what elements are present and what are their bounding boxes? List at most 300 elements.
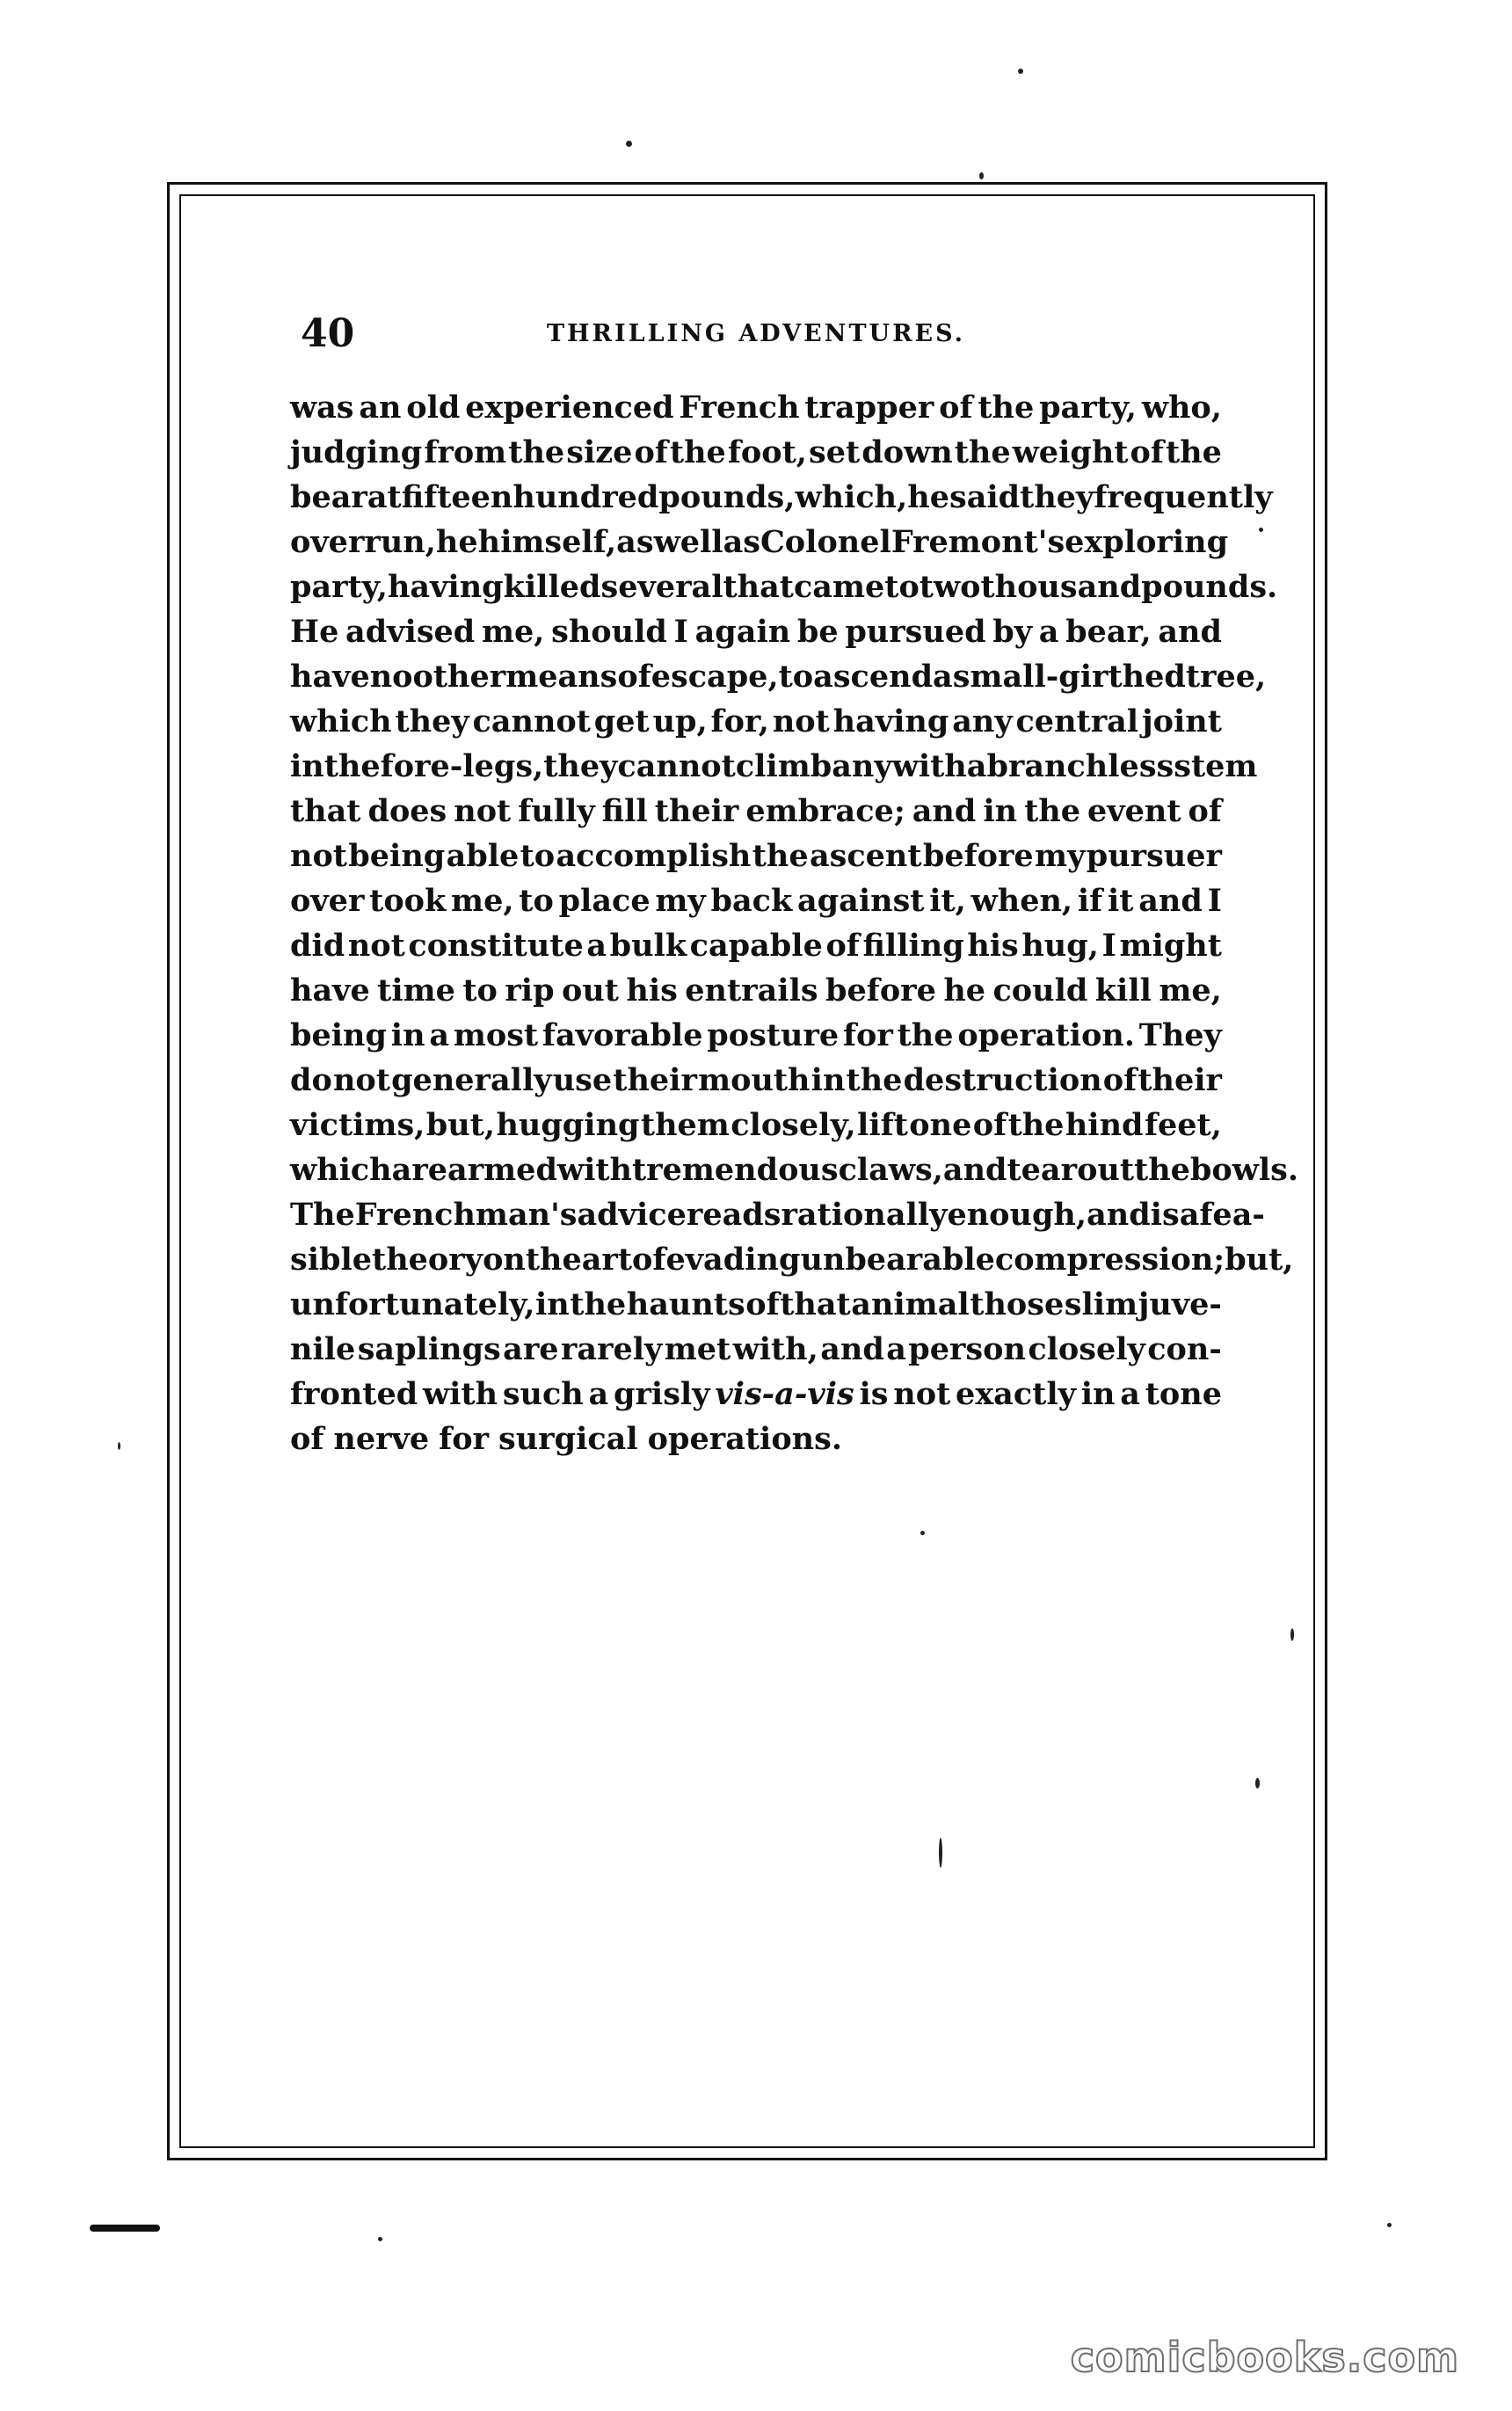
word: in <box>390 1017 425 1053</box>
word: having <box>832 703 949 739</box>
word: armed <box>447 1152 557 1188</box>
word: other <box>412 659 506 695</box>
word: any <box>832 748 892 784</box>
word: such <box>502 1376 584 1412</box>
word: their <box>1138 1062 1222 1098</box>
word: the <box>669 434 726 470</box>
word: stem <box>1174 748 1258 784</box>
word: tone <box>1145 1376 1222 1412</box>
word: grisly <box>613 1376 710 1412</box>
word: hugging <box>496 1107 640 1143</box>
word: advice <box>577 1197 687 1233</box>
word: being <box>348 838 446 874</box>
word: not <box>893 1376 951 1412</box>
scan-speck <box>1387 2223 1392 2227</box>
scan-speck <box>1259 528 1263 532</box>
word: but, <box>1225 1242 1294 1278</box>
word: con- <box>1147 1331 1222 1367</box>
word: weight <box>1012 434 1129 470</box>
word: capable <box>689 928 823 964</box>
word: who, <box>1141 390 1222 426</box>
word: before <box>825 972 936 1009</box>
word: claws, <box>838 1152 943 1188</box>
word: is <box>859 1376 889 1412</box>
word: a <box>1179 1197 1200 1233</box>
word: a <box>429 1017 450 1053</box>
word: having <box>387 569 504 605</box>
word: the <box>570 1286 627 1322</box>
word: entrails <box>685 972 818 1009</box>
word: the <box>897 1017 954 1053</box>
text-line <box>290 1282 1222 1327</box>
word: any <box>952 703 1013 739</box>
word: in <box>534 1286 570 1322</box>
word: himself, <box>477 524 617 560</box>
word: filling <box>862 928 964 964</box>
word: cannot <box>617 748 736 784</box>
word: one <box>909 1107 972 1143</box>
word: and <box>1138 883 1203 919</box>
body-text <box>290 385 1299 1461</box>
word: tremendous <box>631 1152 839 1188</box>
word: their <box>654 793 739 829</box>
word: is <box>1150 1197 1180 1233</box>
word: met <box>664 1331 731 1367</box>
word: when, <box>970 883 1073 919</box>
word: He <box>290 614 339 650</box>
word: out <box>1077 1152 1135 1188</box>
word: which <box>290 703 392 739</box>
word: no <box>369 659 413 695</box>
word: destruction <box>903 1062 1102 1098</box>
word: trapper <box>804 390 934 426</box>
word: should <box>551 614 667 650</box>
word: they <box>1020 479 1094 515</box>
word: they <box>543 748 618 784</box>
word: are <box>503 1331 559 1367</box>
word: pursuer <box>1086 838 1222 874</box>
word: their <box>613 1062 697 1098</box>
word: a <box>586 928 607 964</box>
word: person <box>908 1331 1026 1367</box>
word: bowls. <box>1189 1152 1299 1188</box>
word: over <box>290 524 365 560</box>
word: the <box>525 1242 582 1278</box>
word: up, <box>652 703 708 739</box>
word: favorable <box>542 1017 703 1053</box>
word: nerve <box>333 1421 430 1457</box>
word: down <box>861 434 953 470</box>
word: small-girthed <box>952 659 1186 695</box>
word: time <box>377 972 455 1009</box>
text-line <box>290 385 1222 430</box>
text-line <box>290 1192 1265 1237</box>
word: escape, <box>651 659 779 695</box>
word: rip <box>505 972 555 1009</box>
word: of <box>972 1107 1007 1143</box>
text-line <box>290 654 1267 699</box>
word: tree, <box>1185 659 1267 695</box>
word: the <box>323 748 381 784</box>
word: to <box>778 659 814 695</box>
word: not <box>347 928 405 964</box>
scan-speck <box>939 1838 942 1868</box>
scan-speck <box>1290 1628 1294 1641</box>
word: party, <box>1039 390 1137 426</box>
word: The <box>290 1197 355 1233</box>
word: run, <box>364 524 436 560</box>
word: advised <box>345 614 476 650</box>
word: as <box>616 524 654 560</box>
word: me, <box>481 614 545 650</box>
word: again <box>694 614 791 650</box>
word: get <box>593 703 650 739</box>
word: from <box>424 434 507 470</box>
word: a <box>886 1331 906 1367</box>
word: size <box>566 434 633 470</box>
word: means <box>505 659 618 695</box>
word: my <box>1035 838 1086 874</box>
watermark: comicbooks.com <box>1070 2334 1459 2381</box>
word: hind <box>1065 1107 1144 1143</box>
word: operation. <box>957 1017 1135 1053</box>
text-line <box>290 1372 1222 1417</box>
word: does <box>367 793 447 829</box>
word: with <box>422 1376 498 1412</box>
word: thousand <box>980 569 1142 605</box>
word: I <box>673 614 688 650</box>
word: set <box>809 434 861 470</box>
scan-speck <box>920 1531 925 1535</box>
word: by <box>992 614 1033 650</box>
word: surgical <box>498 1421 638 1457</box>
word: and <box>1087 1197 1151 1233</box>
word: embrace; <box>745 793 905 829</box>
word: a <box>588 1376 609 1412</box>
word: rarely <box>560 1331 663 1367</box>
word: well <box>653 524 723 560</box>
word: the <box>1024 793 1080 829</box>
word: of <box>825 928 860 964</box>
word: a <box>1120 1376 1140 1412</box>
word: haunts <box>626 1286 745 1322</box>
word: me, <box>1159 972 1222 1009</box>
word: in <box>811 1062 846 1098</box>
word: for <box>842 1017 893 1053</box>
text-line <box>290 878 1222 923</box>
word: party, <box>290 569 388 605</box>
word: of <box>1188 793 1222 829</box>
word: fore-legs, <box>380 748 544 784</box>
word: at <box>367 479 402 515</box>
word: exactly <box>956 1376 1076 1412</box>
word: the <box>508 434 565 470</box>
word: tear <box>1007 1152 1078 1188</box>
word: and <box>820 1331 884 1367</box>
word: a <box>1038 614 1059 650</box>
word: theory <box>372 1242 483 1278</box>
word: the <box>1134 1152 1190 1188</box>
word: his <box>967 928 1019 964</box>
word: constitute <box>408 928 584 964</box>
word: but, <box>425 1107 496 1143</box>
word: reads <box>686 1197 781 1233</box>
word: he <box>943 972 986 1009</box>
word: back <box>710 883 793 919</box>
word: Frenchman's <box>354 1197 578 1233</box>
word: it <box>1108 883 1134 919</box>
word: with <box>556 1152 632 1188</box>
word: several <box>600 569 723 605</box>
word: enough, <box>947 1197 1087 1233</box>
scan-speck <box>1255 1778 1260 1788</box>
scan-speck <box>378 2237 382 2241</box>
word: of <box>632 1242 666 1278</box>
word: my <box>655 883 706 919</box>
word: did <box>290 928 345 964</box>
word: the <box>1165 434 1222 470</box>
ink-blot <box>90 2225 160 2232</box>
word: experienced <box>465 390 674 426</box>
word: which <box>290 1152 392 1188</box>
word: a <box>966 748 987 784</box>
word: of <box>617 659 651 695</box>
word: unfortunately, <box>290 1286 535 1322</box>
text-line <box>290 1013 1222 1058</box>
word: the <box>978 390 1035 426</box>
scan-speck <box>118 1442 120 1450</box>
word: two <box>919 569 981 605</box>
word: compression; <box>994 1242 1225 1278</box>
word: not <box>290 838 347 874</box>
word: and <box>912 793 977 829</box>
text-line <box>290 565 1278 609</box>
word: with, <box>732 1331 818 1367</box>
word: he <box>435 524 478 560</box>
page-number: 40 <box>301 311 355 356</box>
scan-speck <box>979 172 984 179</box>
word: and <box>1158 614 1222 650</box>
word: for <box>439 1421 490 1457</box>
word: said <box>949 479 1021 515</box>
word: pounds, <box>658 479 796 515</box>
word: that <box>723 569 794 605</box>
word: lift <box>857 1107 908 1143</box>
word: evading <box>665 1242 801 1278</box>
text-line <box>290 1147 1299 1192</box>
text-line <box>290 699 1222 744</box>
word: not <box>454 793 512 829</box>
word: fea- <box>1199 1197 1265 1233</box>
word: event <box>1087 793 1181 829</box>
word: the <box>846 1062 903 1098</box>
word: most <box>453 1017 539 1053</box>
word: bear, <box>1065 614 1152 650</box>
word: to <box>520 838 556 874</box>
word: came <box>793 569 885 605</box>
word: central <box>1015 703 1139 739</box>
word: are <box>391 1152 448 1188</box>
word: kill <box>1094 972 1152 1009</box>
word: do <box>290 1062 332 1098</box>
scan-speck <box>1018 69 1023 74</box>
word: of <box>290 1421 324 1457</box>
text-line <box>290 475 1273 520</box>
text-line <box>290 1237 1294 1282</box>
word: killed <box>503 569 601 605</box>
word: to <box>462 972 498 1009</box>
word: them <box>640 1107 730 1143</box>
word: it, <box>929 883 966 919</box>
word: exploring <box>1065 524 1229 560</box>
word: ascent <box>809 838 922 874</box>
word: for, <box>710 703 769 739</box>
text-line <box>290 923 1222 968</box>
word: unbearable <box>800 1242 995 1278</box>
word: with <box>891 748 967 784</box>
word: ascend <box>813 659 934 695</box>
word: have <box>290 659 370 695</box>
word: cannot <box>472 703 591 739</box>
word: hug, <box>1021 928 1099 964</box>
word: to <box>884 569 920 605</box>
word: of <box>1130 434 1164 470</box>
word: his <box>626 972 678 1009</box>
text-line <box>290 834 1222 878</box>
word: if <box>1077 883 1103 919</box>
word: which, <box>795 479 908 515</box>
word: I <box>1207 883 1222 919</box>
word: branchless <box>986 748 1174 784</box>
word: rationally <box>781 1197 948 1233</box>
word: out <box>561 972 619 1009</box>
text-line <box>290 520 1229 565</box>
word: juve- <box>1138 1286 1222 1322</box>
word: pursued <box>845 614 986 650</box>
word: bulk <box>609 928 687 964</box>
word: might <box>1119 928 1222 964</box>
word: frequently <box>1094 479 1273 515</box>
word: in <box>1080 1376 1116 1412</box>
word: in <box>290 748 324 784</box>
text-line <box>290 1327 1222 1372</box>
word: vis-a-vis <box>715 1376 854 1412</box>
word: was <box>290 390 354 426</box>
running-title: THRILLING ADVENTURES. <box>546 320 966 347</box>
word: the <box>954 434 1011 470</box>
word: posture <box>707 1017 840 1053</box>
word: and <box>942 1152 1007 1188</box>
word: of <box>634 434 668 470</box>
word: not <box>332 1062 390 1098</box>
word: the <box>1007 1107 1065 1143</box>
word: that <box>290 793 361 829</box>
word: hundred <box>512 479 659 515</box>
word: mouth <box>698 1062 811 1098</box>
word: closely <box>1028 1331 1145 1367</box>
word: climb <box>735 748 832 784</box>
word: Fremont's <box>890 524 1065 560</box>
word: an <box>359 390 402 426</box>
word: closely, <box>731 1107 856 1143</box>
word: have <box>290 972 370 1009</box>
word: saplings <box>357 1331 501 1367</box>
text-line <box>290 1058 1222 1103</box>
word: of <box>745 1286 780 1322</box>
word: fifteen <box>401 479 513 515</box>
text-line <box>290 744 1258 789</box>
word: in <box>983 793 1018 829</box>
word: foot, <box>727 434 807 470</box>
word: not <box>772 703 830 739</box>
text-line <box>290 609 1222 654</box>
word: judging <box>290 434 423 470</box>
running-head <box>290 308 1222 361</box>
word: They <box>1138 1017 1222 1053</box>
text-line <box>290 430 1222 475</box>
word: feet, <box>1144 1107 1222 1143</box>
word: took <box>369 883 447 919</box>
word: art <box>581 1242 633 1278</box>
word: accomplish <box>556 838 752 874</box>
word: over <box>290 883 365 919</box>
word: me, <box>451 883 514 919</box>
word: as <box>723 524 760 560</box>
word: Colonel <box>760 524 891 560</box>
word: place <box>558 883 651 919</box>
word: against <box>797 883 925 919</box>
word: on <box>483 1242 526 1278</box>
word: I <box>1101 928 1116 964</box>
word: operations. <box>647 1421 843 1457</box>
text-line <box>290 1417 1222 1461</box>
word: nile <box>290 1331 356 1367</box>
word: could <box>992 972 1088 1009</box>
word: they <box>395 703 469 739</box>
word: be <box>796 614 839 650</box>
word: being <box>290 1017 387 1053</box>
word: victims, <box>290 1107 425 1143</box>
word: animal <box>851 1286 970 1322</box>
word: the <box>752 838 809 874</box>
word: that <box>780 1286 851 1322</box>
word: joint <box>1141 703 1222 739</box>
word: slim <box>1064 1286 1138 1322</box>
word: old <box>406 390 461 426</box>
word: generally <box>391 1062 552 1098</box>
word: a <box>933 659 953 695</box>
word: fronted <box>290 1376 418 1412</box>
text-line <box>290 968 1222 1013</box>
word: able <box>446 838 520 874</box>
word: pounds. <box>1141 569 1278 605</box>
word: use <box>552 1062 613 1098</box>
word: French <box>679 390 800 426</box>
word: of <box>1102 1062 1138 1098</box>
text-line <box>290 1103 1222 1147</box>
word: sible <box>290 1242 373 1278</box>
scan-speck <box>626 141 632 147</box>
word: of <box>939 390 973 426</box>
word: fully <box>518 793 595 829</box>
word: those <box>970 1286 1065 1322</box>
word: before <box>922 838 1034 874</box>
word: to <box>519 883 554 919</box>
word: fill <box>601 793 648 829</box>
word: bear <box>290 479 367 515</box>
word: he <box>907 479 949 515</box>
text-line <box>290 789 1222 834</box>
